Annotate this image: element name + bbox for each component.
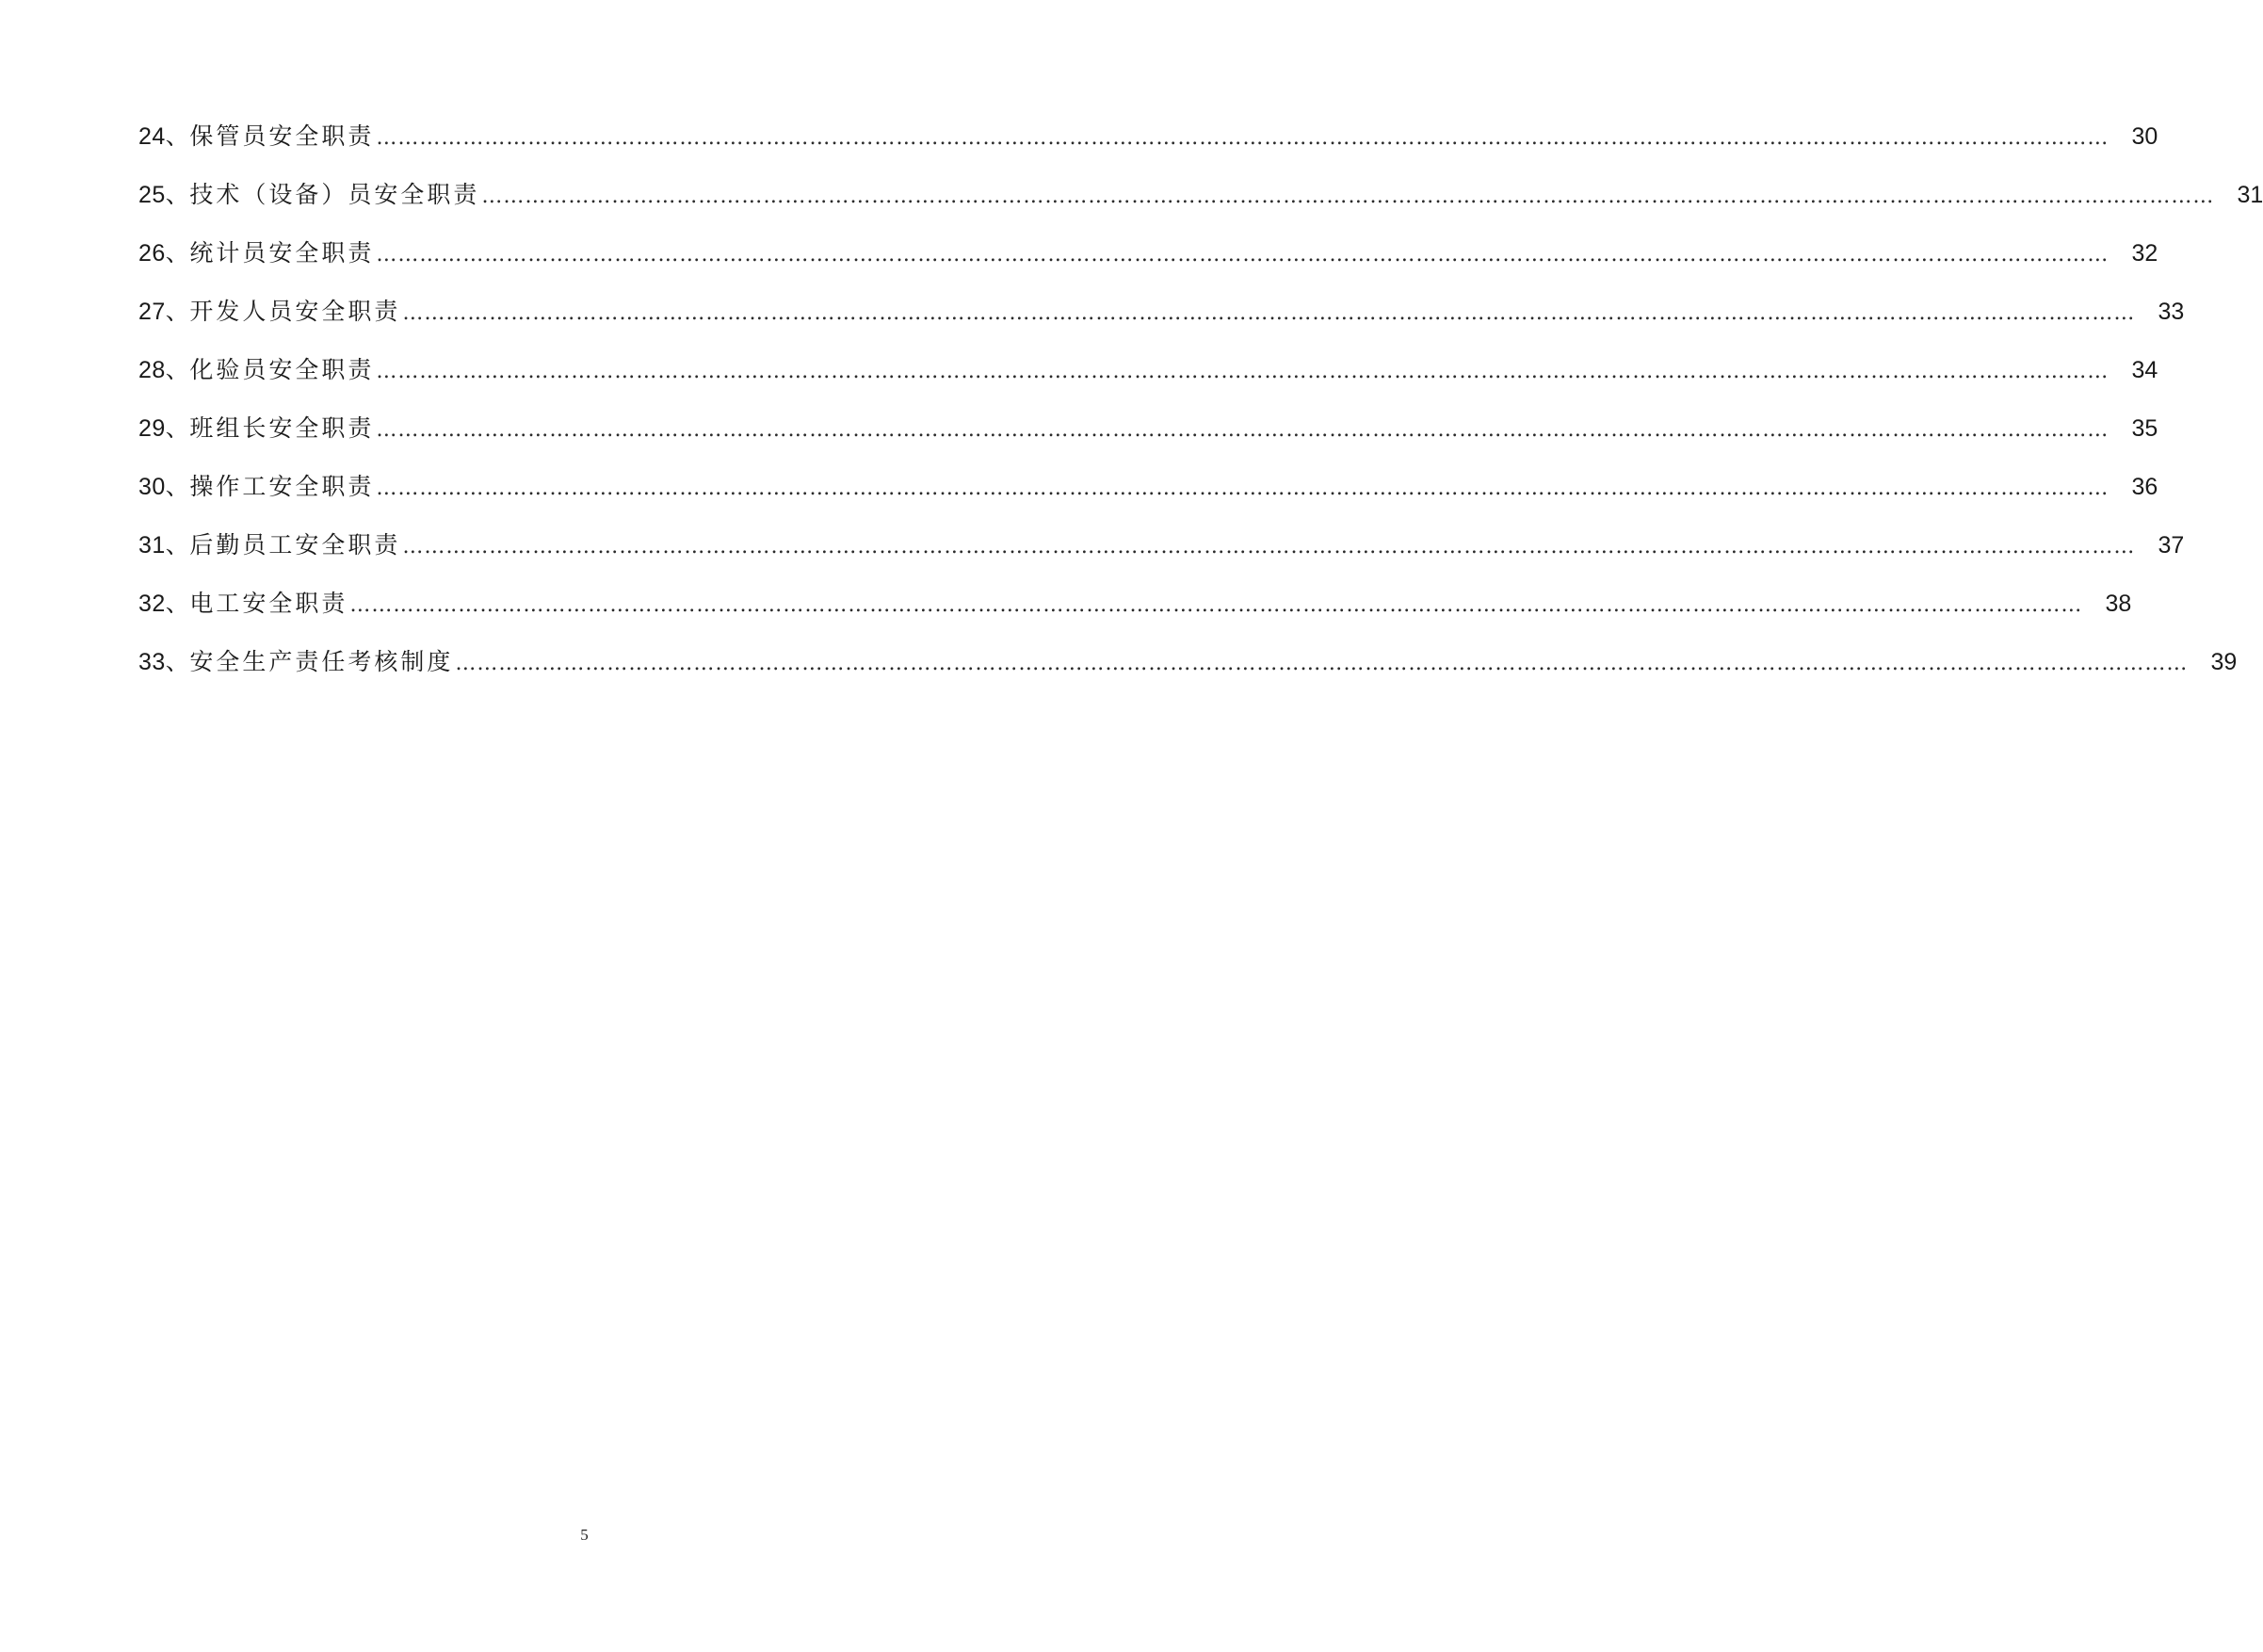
toc-entry-number: 24、 <box>138 123 190 150</box>
toc-entry-page: 31 <box>2237 182 2263 208</box>
page-number: 5 <box>580 1526 589 1544</box>
toc-dot-leader: …………………………………………………………………………………………………………………………………………………………………………………………………………………… <box>376 360 2109 383</box>
toc-entry-number: 32、 <box>138 591 190 617</box>
toc-entry-number: 29、 <box>138 415 190 442</box>
toc-dot-leader: …………………………………………………………………………………………………………………………………………………………………………………………………………………… <box>402 535 2136 559</box>
toc-entry <box>138 529 2185 588</box>
toc-entry-title: 班组长安全职责 <box>189 414 375 442</box>
toc-entry <box>138 237 2158 296</box>
toc-entry-number: 27、 <box>138 299 190 325</box>
toc-entry <box>138 296 2185 354</box>
toc-entry-number: 26、 <box>138 240 190 267</box>
toc-entry-number: 30、 <box>138 474 190 500</box>
toc-entry <box>138 354 2158 413</box>
toc-entry <box>138 121 2158 179</box>
toc-dot-leader: …………………………………………………………………………………………………………………………………………………………………………………………………………………… <box>376 477 2109 500</box>
toc-dot-leader: …………………………………………………………………………………………………………………………………………………………………………………………………………………… <box>402 301 2136 325</box>
toc-dot-leader: …………………………………………………………………………………………………………………………………………………………………………………………………………………… <box>349 593 2083 617</box>
toc-entry-title: 后勤员工安全职责 <box>189 531 401 559</box>
toc-entry-page: 30 <box>2131 123 2158 150</box>
toc-dot-leader: …………………………………………………………………………………………………………………………………………………………………………………………………………………… <box>481 185 2215 208</box>
toc-dot-leader: …………………………………………………………………………………………………………………………………………………………………………………………………………………… <box>376 418 2109 442</box>
toc-entry-page: 35 <box>2131 415 2158 442</box>
toc-entry-title: 保管员安全职责 <box>189 122 375 150</box>
toc-entry-page: 36 <box>2131 474 2158 500</box>
toc-dot-leader: …………………………………………………………………………………………………………………………………………………………………………………………………………………… <box>376 126 2109 150</box>
toc-entry <box>138 646 2238 705</box>
table-of-contents <box>138 121 2263 705</box>
toc-entry-title: 操作工安全职责 <box>189 473 375 500</box>
toc-entry-page: 33 <box>2158 299 2185 325</box>
toc-entry-page: 39 <box>2210 649 2238 675</box>
toc-entry-page: 38 <box>2105 591 2132 617</box>
toc-entry-title: 开发人员安全职责 <box>189 298 401 325</box>
toc-entry <box>138 413 2158 471</box>
toc-entry <box>138 179 2263 237</box>
toc-entry-title: 统计员安全职责 <box>189 239 375 267</box>
toc-entry-title: 技术（设备）员安全职责 <box>189 181 480 208</box>
toc-entry <box>138 471 2158 529</box>
toc-entry-title: 安全生产责任考核制度 <box>189 648 454 675</box>
toc-entry-page: 32 <box>2131 240 2158 267</box>
toc-entry-number: 31、 <box>138 532 190 559</box>
toc-entry-title: 化验员安全职责 <box>189 356 375 383</box>
toc-entry <box>138 588 2132 646</box>
toc-dot-leader: …………………………………………………………………………………………………………………………………………………………………………………………………………………… <box>376 243 2109 267</box>
toc-entry-number: 28、 <box>138 357 190 383</box>
toc-entry-title: 电工安全职责 <box>189 590 348 617</box>
toc-entry-number: 25、 <box>138 182 190 208</box>
toc-entry-page: 34 <box>2131 357 2158 383</box>
toc-entry-number: 33、 <box>138 649 190 675</box>
toc-entry-page: 37 <box>2158 532 2185 559</box>
toc-dot-leader: …………………………………………………………………………………………………………………………………………………………………………………………………………………… <box>455 652 2189 675</box>
